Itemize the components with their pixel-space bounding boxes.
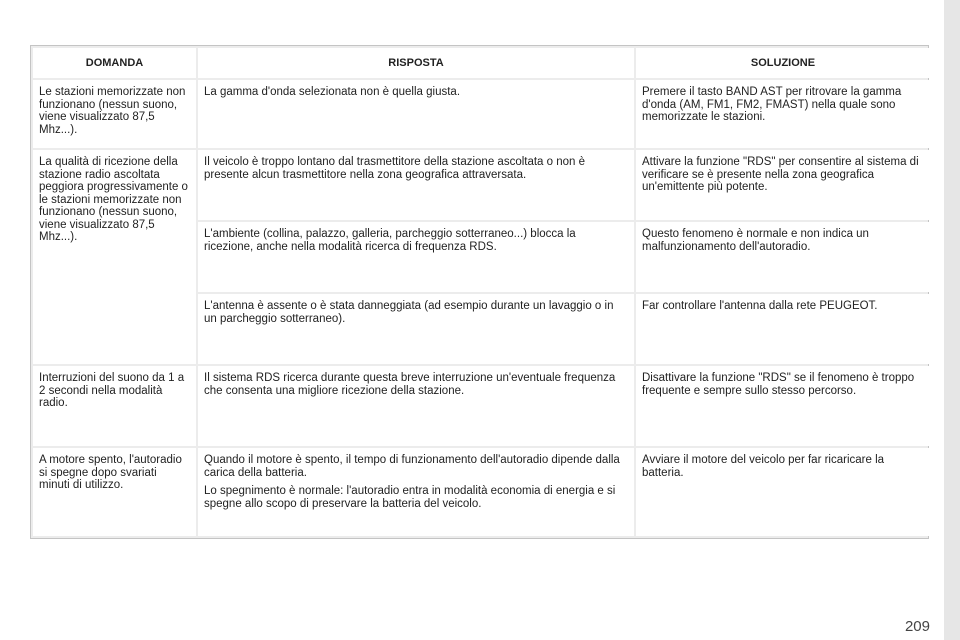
solution-cell: Far controllare l'antenna dalla rete PEUGEOT. [636, 294, 930, 364]
solution-cell: Premere il tasto BAND AST per ritrovare la gamma d'onda (AM, FM1, FM2, FMAST) nella quale sono memorizzate le stazioni. [636, 80, 930, 148]
faq-table [31, 46, 932, 538]
solution-cell: Attivare la funzione "RDS" per consentire al sistema di verificare se è presente nella zona geografica un'emittente più potente. [636, 150, 930, 220]
answer-cell: L'antenna è assente o è stata danneggiata (ad esempio durante un lavaggio o in un parcheggio sotterraneo). [198, 294, 634, 364]
table-row [33, 366, 930, 446]
answer-cell: L'ambiente (collina, palazzo, galleria, parcheggio sotterraneo...) blocca la ricezione, anche nella modalità ricerca di frequenza RDS. [198, 222, 634, 292]
header-answer: RISPOSTA [198, 48, 634, 78]
answer-cell: Il veicolo è troppo lontano dal trasmettitore della stazione ascoltata o non è presente alcun trasmettitore nella zona geografica attraversata. [198, 150, 634, 220]
table-row [33, 448, 930, 536]
answer-paragraph: Lo spegnimento è normale: l'autoradio entra in modalità economia di energia e si spegne allo scopo di preservare la batteria del veicolo. [204, 485, 616, 510]
solution-cell: Avviare il motore del veicolo per far ricaricare la batteria. [636, 448, 930, 536]
answer-cell [198, 448, 634, 536]
faq-table-container [30, 45, 929, 539]
page-number: 209 [904, 618, 930, 635]
question-cell: La qualità di ricezione della stazione radio ascoltata peggiora progressivamente o le stazioni memorizzate non funzionano (nessun suono, viene visualizzato 87,5 Mhz...). [33, 150, 196, 364]
answer-paragraph: Quando il motore è spento, il tempo di funzionamento dell'autoradio dipende dalla carica della batteria. [204, 454, 620, 479]
answer-cell: La gamma d'onda selezionata non è quella giusta. [198, 80, 634, 148]
question-cell: A motore spento, l'autoradio si spegne dopo svariati minuti di utilizzo. [33, 448, 196, 536]
header-solution: SOLUZIONE [636, 48, 930, 78]
solution-cell: Questo fenomeno è normale e non indica un malfunzionamento dell'autoradio. [636, 222, 930, 292]
question-cell: Le stazioni memorizzate non funzionano (nessun suono, viene visualizzato 87,5 Mhz...). [33, 80, 196, 148]
table-row [33, 80, 930, 148]
table-header-row [33, 48, 930, 78]
table-row [33, 150, 930, 220]
solution-cell: Disattivare la funzione "RDS" se il fenomeno è troppo frequente e sempre sullo stesso percorso. [636, 366, 930, 446]
answer-cell: Il sistema RDS ricerca durante questa breve interruzione un'eventuale frequenza che consenta una migliore ricezione della stazione. [198, 366, 634, 446]
page-side-strip [944, 0, 960, 640]
question-cell: Interruzioni del suono da 1 a 2 secondi nella modalità radio. [33, 366, 196, 446]
header-question: DOMANDA [33, 48, 196, 78]
